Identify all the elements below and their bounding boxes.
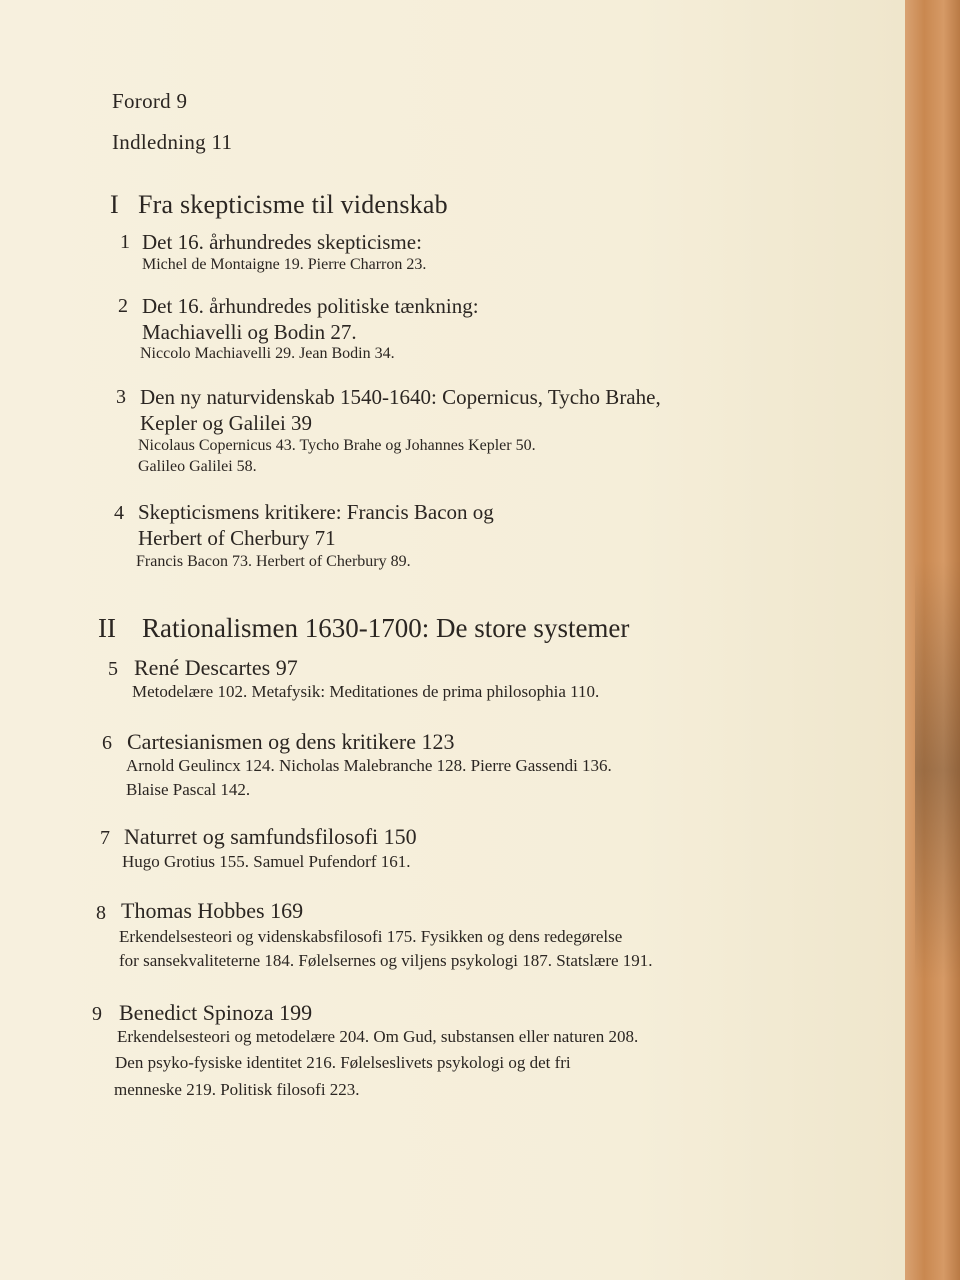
chapter-subentries-continued: Blaise Pascal 142. xyxy=(126,780,251,799)
part-title: Fra skepticisme til videnskab xyxy=(138,190,448,219)
chapter-title: Cartesianismen og dens kritikere 123 xyxy=(127,729,455,754)
chapter-title: Thomas Hobbes 169 xyxy=(121,898,304,923)
chapter-subentries: Francis Bacon 73. Herbert of Cherbury 89. xyxy=(136,553,411,570)
chapter-title-continued: Kepler og Galilei 39 xyxy=(140,411,313,435)
chapter-subentries: Niccolo Machiavelli 29. Jean Bodin 34. xyxy=(140,345,395,362)
chapter-number: 8 xyxy=(96,902,106,924)
chapter-subentries: Arnold Geulincx 124. Nicholas Malebranche 128. Pierre Gassendi 136. xyxy=(126,756,612,775)
chapter-number: 6 xyxy=(102,732,112,754)
chapter-title: Skepticismens kritikere: Francis Bacon og xyxy=(138,500,494,524)
chapter-subentries: Erkendelsesteori og metodelære 204. Om Gud, substansen eller naturen 208. xyxy=(117,1027,639,1046)
toc-entry-indledning: Indledning 11 xyxy=(112,130,233,154)
chapter-number: 3 xyxy=(116,386,126,408)
chapter-title: Det 16. århundredes skepticisme: xyxy=(142,230,422,254)
chapter-subentries: Hugo Grotius 155. Samuel Pufendorf 161. xyxy=(122,852,411,871)
chapter-subentries-continued: for sansekvaliteterne 184. Følelsernes og viljens psykologi 187. Statslære 191. xyxy=(119,951,653,970)
chapter-title: Den ny naturvidenskab 1540-1640: Copernicus, Tycho Brahe, xyxy=(140,385,661,409)
chapter-title: René Descartes 97 xyxy=(134,655,298,680)
chapter-subentries: Metodelære 102. Metafysik: Meditationes de prima philosophia 110. xyxy=(132,682,600,701)
part-number: I xyxy=(110,190,119,219)
chapter-number: 7 xyxy=(100,827,110,849)
chapter-subentries: Nicolaus Copernicus 43. Tycho Brahe og Johannes Kepler 50. xyxy=(138,437,536,454)
chapter-number: 2 xyxy=(118,295,128,317)
chapter-title: Det 16. århundredes politiske tænkning: xyxy=(142,294,479,318)
chapter-number: 9 xyxy=(92,1003,102,1025)
chapter-number: 4 xyxy=(114,502,124,524)
chapter-number: 1 xyxy=(120,231,130,253)
chapter-title: Benedict Spinoza 199 xyxy=(119,1000,313,1025)
chapter-title-continued: Machiavelli og Bodin 27. xyxy=(142,320,357,344)
toc-entry-forord: Forord 9 xyxy=(112,89,188,113)
spine-shadow xyxy=(915,560,960,980)
part-number: II xyxy=(98,613,116,643)
chapter-subentries: Erkendelsesteori og videnskabsfilosofi 175. Fysikken og dens redegørelse xyxy=(119,927,623,946)
chapter-number: 5 xyxy=(108,658,118,680)
chapter-title: Naturret og samfundsfilosofi 150 xyxy=(124,824,417,849)
chapter-subentries: Michel de Montaigne 19. Pierre Charron 23. xyxy=(142,256,427,273)
chapter-subentries-continued: Galileo Galilei 58. xyxy=(138,458,257,475)
part-title: Rationalismen 1630-1700: De store systemer xyxy=(142,613,630,643)
chapter-subentries-continued: menneske 219. Politisk filosofi 223. xyxy=(114,1080,360,1099)
chapter-title-continued: Herbert of Cherbury 71 xyxy=(138,526,336,550)
chapter-subentries-continued: Den psyko-fysiske identitet 216. Følelseslivets psykologi og det fri xyxy=(115,1053,571,1072)
